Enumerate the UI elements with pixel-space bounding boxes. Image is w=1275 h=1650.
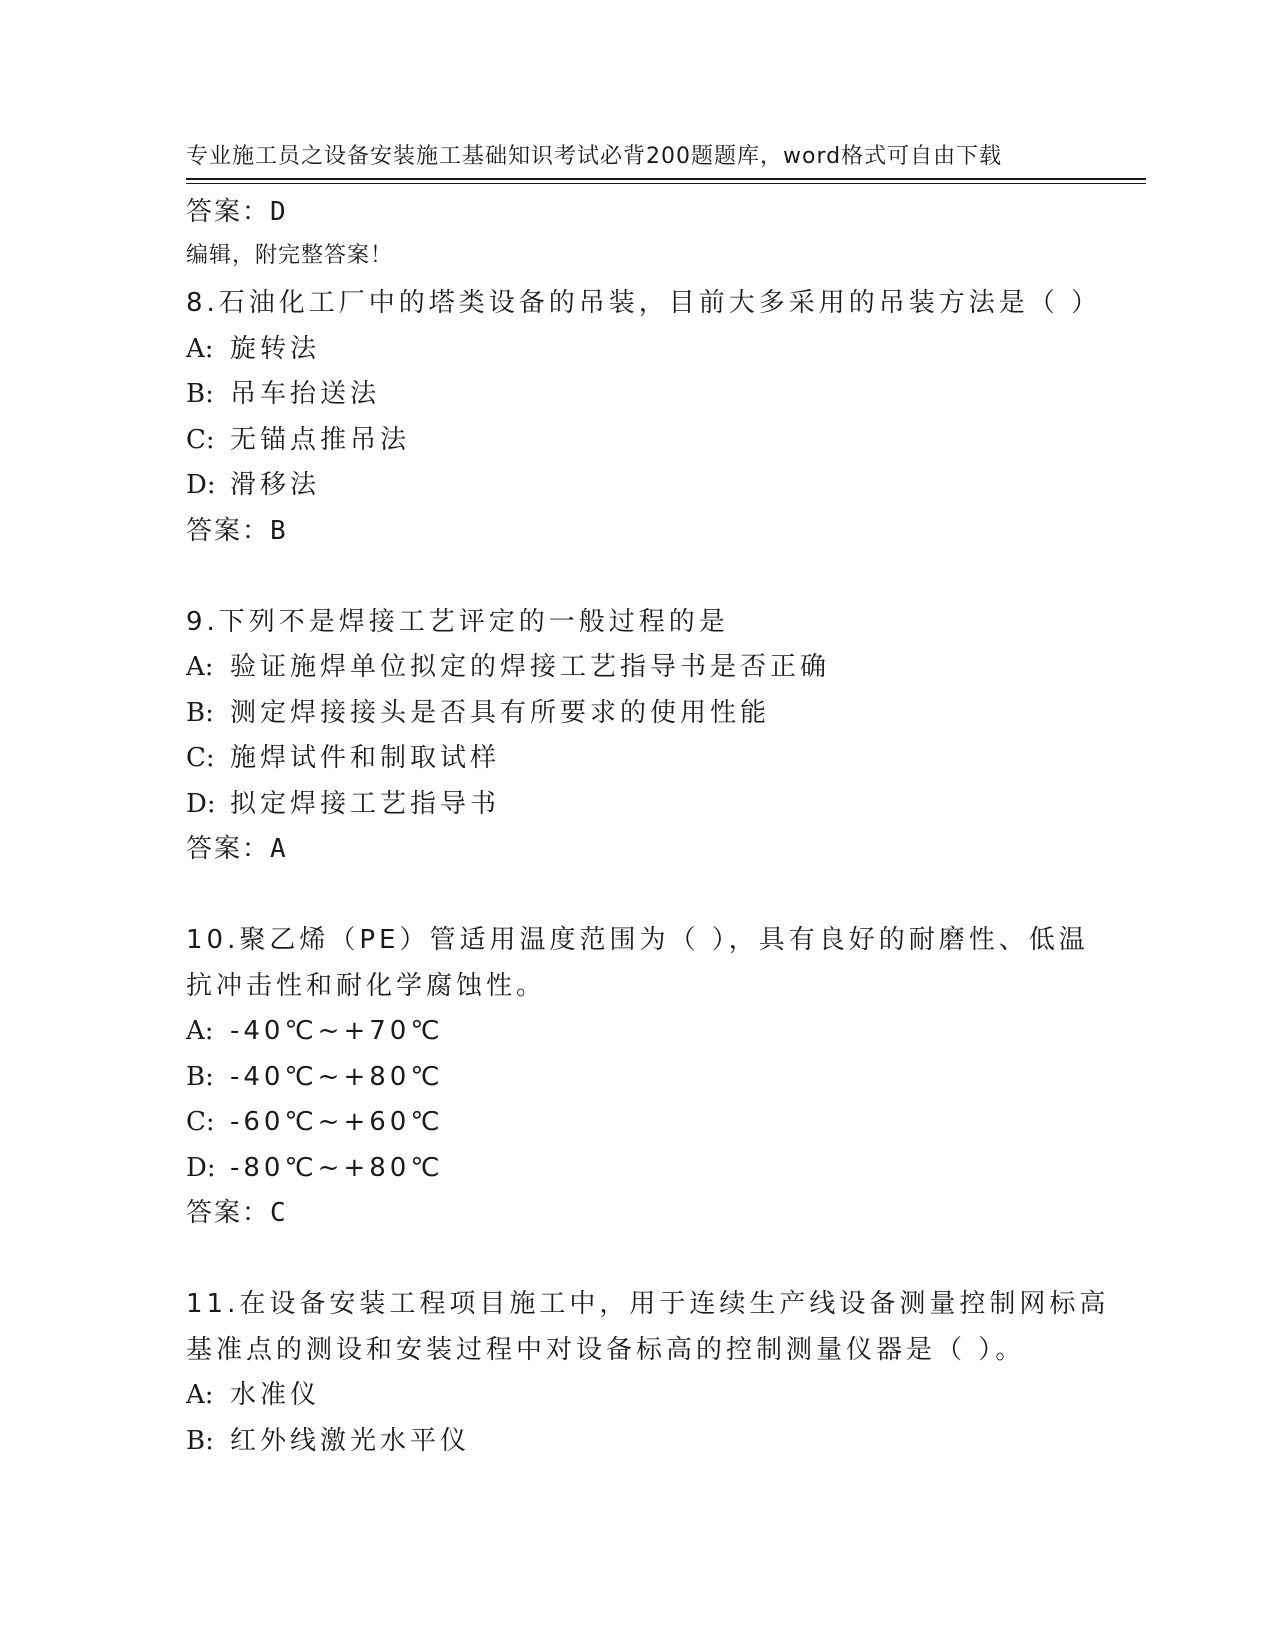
question-block	[186, 281, 1106, 554]
question-stem: 8.石油化工厂中的塔类设备的吊装，目前大多采用的吊装方法是（ ）	[186, 288, 1102, 318]
answer-option	[186, 1373, 1106, 1419]
option-letter: A:	[186, 333, 214, 364]
option-text: 无锚点推吊法	[230, 424, 411, 455]
question-spacer	[186, 1237, 1106, 1283]
header-rule-thin	[186, 183, 1146, 184]
option-letter: A:	[186, 1016, 214, 1046]
document-body	[186, 190, 1110, 1464]
option-letter: A:	[186, 652, 214, 682]
answer-option	[186, 372, 1106, 418]
question-stem: 抗冲击性和耐化学腐蚀性。	[186, 970, 547, 1001]
option-text: 旋转法	[230, 333, 321, 364]
option-text: 施焊试件和制取试样	[230, 743, 501, 773]
option-text: -40℃~+80℃	[230, 1061, 444, 1092]
header-line-2: 编辑，附完整答案！	[186, 243, 394, 268]
option-letter: B:	[186, 1425, 214, 1456]
option-text: 水准仪	[230, 1380, 321, 1410]
question-spacer	[186, 554, 1106, 600]
question-block	[186, 1282, 1110, 1464]
option-letter: D:	[186, 1152, 216, 1183]
answer-option	[186, 463, 1106, 509]
option-text: 验证施焊单位拟定的焊接工艺指导书是否正确	[230, 652, 831, 682]
answer-option	[186, 1100, 1106, 1146]
option-text: 吊车抬送法	[230, 379, 381, 409]
option-text: 测定焊接接头是否具有所要求的使用性能	[230, 697, 771, 728]
answer-key: 答案：A	[186, 834, 288, 864]
answer-option	[186, 691, 1106, 737]
header-line-1: 专业施工员之设备安装施工基础知识考试必背200题题库，word格式可自由下载	[186, 144, 1003, 169]
option-text: -80℃~+80℃	[230, 1152, 444, 1183]
option-letter: B:	[186, 697, 214, 728]
question-block	[186, 600, 1106, 873]
answer-option	[186, 327, 1106, 373]
previous-answer: 答案：D	[186, 197, 288, 227]
question-block	[186, 918, 1106, 1237]
question-spacer	[186, 873, 1106, 919]
answer-option	[186, 1146, 1106, 1192]
option-letter: A:	[186, 1380, 214, 1410]
option-letter: D:	[186, 788, 216, 819]
question-stem: 11.在设备安装工程项目施工中，用于连续生产线设备测量控制网标高	[186, 1289, 1110, 1319]
answer-option	[186, 645, 1106, 691]
answer-option	[186, 782, 1106, 828]
option-letter: B:	[186, 379, 214, 409]
option-letter: D:	[186, 470, 216, 500]
answer-option	[186, 1009, 1106, 1055]
option-letter: C:	[186, 743, 215, 773]
option-text: -60℃~+60℃	[230, 1107, 444, 1137]
answer-option	[186, 1055, 1106, 1101]
answer-key: 答案：C	[186, 1198, 288, 1228]
question-stem: 10.聚乙烯（PE）管适用温度范围为（ ），具有良好的耐磨性、低温	[186, 925, 1089, 955]
option-letter: C:	[186, 1107, 215, 1137]
question-list	[186, 236, 1110, 1465]
question-stem: 9.下列不是焊接工艺评定的一般过程的是	[186, 606, 729, 637]
option-text: -40℃~+70℃	[230, 1016, 444, 1046]
option-text: 滑移法	[230, 470, 321, 500]
option-letter: C:	[186, 424, 215, 455]
option-letter: B:	[186, 1061, 214, 1092]
option-text: 拟定焊接工艺指导书	[230, 788, 501, 819]
option-text: 红外线激光水平仪	[230, 1425, 471, 1456]
answer-option	[186, 418, 1106, 464]
question-spacer	[186, 236, 1106, 282]
answer-option	[186, 1419, 1106, 1465]
answer-option	[186, 736, 1106, 782]
answer-key: 答案：B	[186, 515, 288, 546]
header-rule	[186, 178, 1146, 180]
question-stem: 基准点的测设和安装过程中对设备标高的控制测量仪器是（ ）。	[186, 1334, 1026, 1365]
